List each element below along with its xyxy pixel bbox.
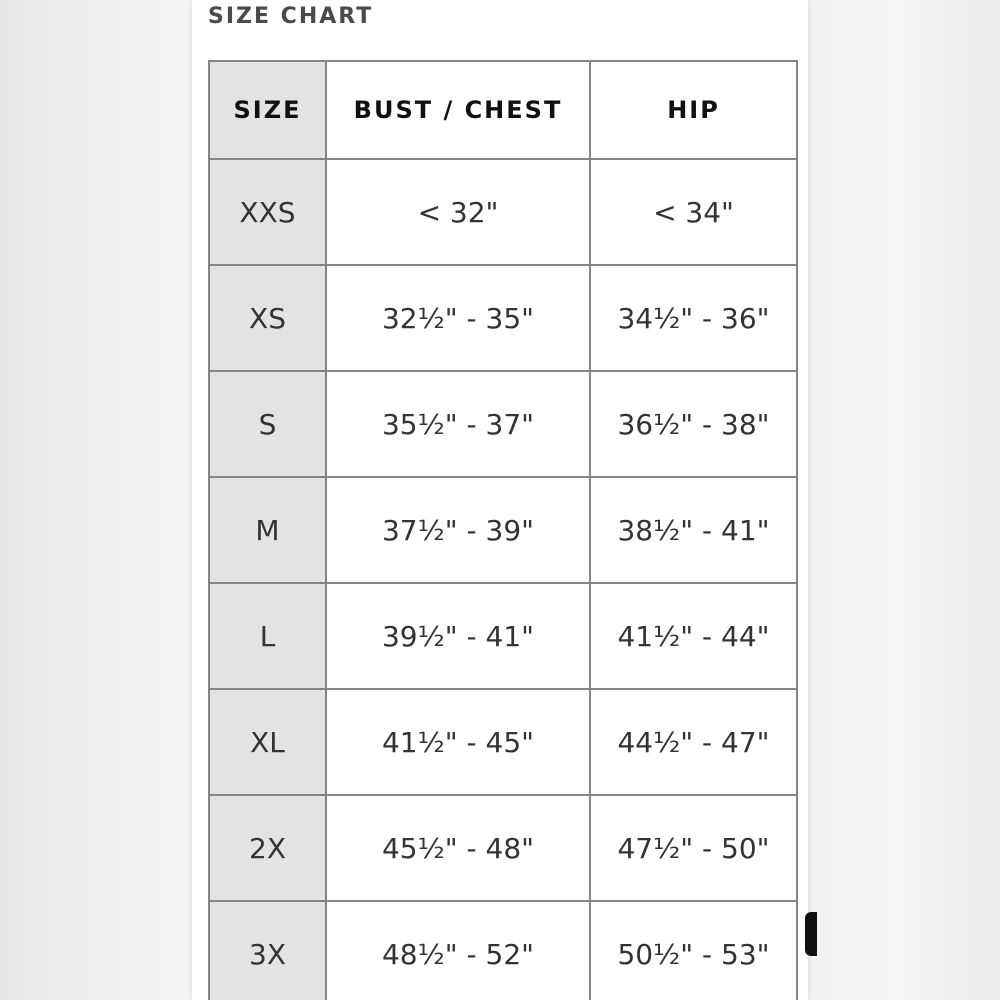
table-row <box>209 159 797 265</box>
hip-cell: 41½" - 44" <box>590 583 797 689</box>
header-hip: HIP <box>590 61 797 159</box>
table-row <box>209 689 797 795</box>
hip-cell: 34½" - 36" <box>590 265 797 371</box>
table-row <box>209 795 797 901</box>
bust-cell: 39½" - 41" <box>326 583 590 689</box>
bust-cell: 37½" - 39" <box>326 477 590 583</box>
table-row <box>209 901 797 1000</box>
bust-cell: 45½" - 48" <box>326 795 590 901</box>
size-cell: XXS <box>209 159 326 265</box>
table-row <box>209 583 797 689</box>
size-cell: XS <box>209 265 326 371</box>
hip-cell: 36½" - 38" <box>590 371 797 477</box>
header-bust-chest: BUST / CHEST <box>326 61 590 159</box>
bust-cell: 32½" - 35" <box>326 265 590 371</box>
header-size: SIZE <box>209 61 326 159</box>
hip-cell: < 34" <box>590 159 797 265</box>
bust-cell: 41½" - 45" <box>326 689 590 795</box>
hip-cell: 44½" - 47" <box>590 689 797 795</box>
bust-cell: 48½" - 52" <box>326 901 590 1000</box>
size-cell: 3X <box>209 901 326 1000</box>
table-row <box>209 265 797 371</box>
size-cell: M <box>209 477 326 583</box>
hip-cell: 47½" - 50" <box>590 795 797 901</box>
table-row <box>209 477 797 583</box>
table-row <box>209 371 797 477</box>
size-cell: L <box>209 583 326 689</box>
header-row <box>209 61 797 159</box>
page-title: SIZE CHART <box>208 4 374 29</box>
size-chart-panel <box>192 0 808 1000</box>
hip-cell: 38½" - 41" <box>590 477 797 583</box>
scroll-handle[interactable] <box>805 912 817 956</box>
size-cell: XL <box>209 689 326 795</box>
size-cell: S <box>209 371 326 477</box>
size-chart-table <box>208 60 798 1000</box>
bust-cell: < 32" <box>326 159 590 265</box>
bust-cell: 35½" - 37" <box>326 371 590 477</box>
hip-cell: 50½" - 53" <box>590 901 797 1000</box>
size-cell: 2X <box>209 795 326 901</box>
